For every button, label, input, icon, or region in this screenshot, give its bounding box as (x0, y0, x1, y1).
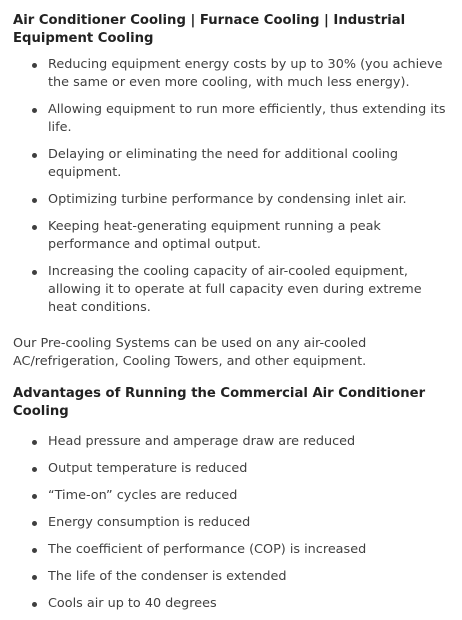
list-item (31, 146, 452, 182)
bullet-icon (32, 467, 37, 472)
list-item-text: Allowing equipment to run more efficiently, thus extending its life. (48, 102, 446, 135)
list-item (31, 263, 452, 317)
advantages-heading: Advantages of Running the Commercial Air Conditioner Cooling (13, 386, 426, 419)
bullet-icon (32, 548, 37, 553)
benefits-heading: Air Conditioner Cooling | Furnace Cooling | Industrial Equipment Cooling (13, 13, 406, 46)
bullet-icon (32, 153, 37, 158)
list-item (31, 101, 452, 137)
list-item (31, 191, 452, 209)
list-item-text: The coefficient of performance (COP) is increased (48, 542, 367, 557)
list-item-text: Keeping heat-generating equipment running a peak performance and optimal output. (48, 219, 381, 252)
list-item (31, 218, 452, 254)
list-item (31, 56, 452, 92)
usage-paragraph: Our Pre-cooling Systems can be used on any air-cooled AC/refrigeration, Cooling Towers, and other equipment. (13, 336, 367, 369)
bullet-icon (32, 198, 37, 203)
list-item-text: Optimizing turbine performance by condensing inlet air. (48, 192, 407, 207)
list-item-text: The life of the condenser is extended (48, 569, 287, 584)
list-item-text: Reducing equipment energy costs by up to 30% (you achieve the same or even more cooling, with much less energy). (48, 57, 443, 90)
bullet-icon (32, 494, 37, 499)
bullet-icon (32, 521, 37, 526)
bullet-icon (32, 63, 37, 68)
bullet-icon (32, 225, 37, 230)
list-item-text: Output temperature is reduced (48, 461, 248, 476)
advantages-list (13, 433, 452, 613)
list-item-text: Cools air up to 40 degrees (48, 596, 217, 611)
list-item (31, 514, 452, 532)
list-item (31, 460, 452, 478)
list-item (31, 433, 452, 451)
benefits-section (13, 12, 452, 317)
advantages-section (13, 385, 452, 613)
list-item (31, 595, 452, 613)
bullet-icon (32, 270, 37, 275)
list-item (31, 568, 452, 586)
list-item-text: Energy consumption is reduced (48, 515, 251, 530)
list-item-text: Head pressure and amperage draw are reduced (48, 434, 356, 449)
list-item-text: “Time-on” cycles are reduced (48, 488, 238, 503)
bullet-icon (32, 108, 37, 113)
list-item-text: Increasing the cooling capacity of air-cooled equipment, allowing it to operate at full capacity even during extreme heat conditions. (48, 264, 422, 315)
list-item (31, 541, 452, 559)
bullet-icon (32, 602, 37, 607)
list-item-text: Delaying or eliminating the need for additional cooling equipment. (48, 147, 398, 180)
bullet-icon (32, 575, 37, 580)
bullet-icon (32, 440, 37, 445)
benefits-list (13, 56, 452, 317)
list-item (31, 487, 452, 505)
